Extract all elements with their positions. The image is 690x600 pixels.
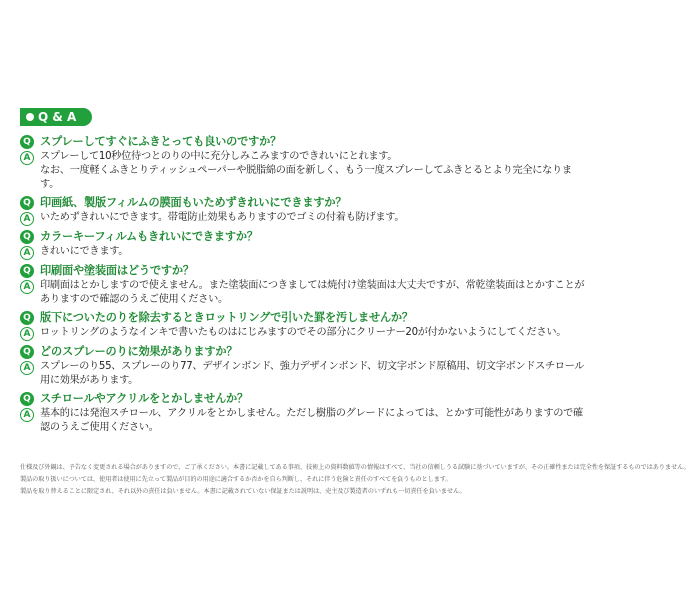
answer-text	[40, 407, 590, 435]
question-text: どのスプレーのりに効果がありますか？	[40, 345, 238, 358]
question-row	[20, 391, 590, 407]
answer-row	[20, 407, 590, 435]
answer-line: ロットリングのようなインキで書いたものはにじみますのでその部分にクリーナー20が付かないようにしてください。	[40, 327, 567, 338]
q-badge-icon: Q	[20, 196, 34, 210]
qa-item	[20, 263, 590, 307]
answer-line: スプレーのり55、スプレーのり77、デザインボンド、強力デザインボンド、切文字ボンド原稿用、切文字ボンドスチロール用に効果があります。	[40, 361, 585, 386]
answer-text	[40, 245, 128, 259]
a-badge-icon: A	[20, 408, 34, 422]
qa-item	[20, 391, 590, 435]
disclaimer-line: 製品を取り替えることに限定され、それ以外の責任は負いません。本書に記載されていない保証または説明は、売主及び製造者のいずれも一切責任を負いません。	[20, 488, 466, 495]
question-row	[20, 195, 590, 211]
question-row	[20, 310, 590, 326]
question-text: カラーキーフィルムもきれいにできますか？	[40, 230, 258, 243]
answer-row	[20, 150, 590, 192]
answer-row	[20, 360, 590, 388]
answer-line: 印刷面はとかしますので使えません。また塗装面につきましては焼付け塗装面は大丈夫ですが、常乾塗装面はとかすことがありますので確認のうえご使用ください。	[40, 280, 585, 305]
question-text: 版下についたのりを除去するときロットリングで引いた罫を汚しませんか？	[40, 311, 413, 324]
q-badge-icon: Q	[20, 311, 34, 325]
answer-line: きれいにできます。	[40, 246, 129, 257]
qa-item	[20, 229, 590, 260]
a-badge-icon: A	[20, 280, 34, 294]
a-badge-icon: A	[20, 361, 34, 375]
question-row	[20, 263, 590, 279]
question-text: スプレーしてすぐにふきとっても良いのですか？	[40, 135, 282, 148]
q-badge-icon: Q	[20, 392, 34, 406]
answer-text	[40, 279, 590, 307]
disclaimer-line: 製品の取り扱いについては、使用者は使用に先立って製品が目的の用途に適合するか否かを自ら判断し、それに伴う危険と責任のすべてを負うものとします。	[20, 476, 452, 483]
answer-text	[40, 211, 404, 225]
q-badge-icon: Q	[20, 135, 34, 149]
a-badge-icon: A	[20, 246, 34, 260]
bullet-dot-icon	[26, 113, 34, 121]
answer-line: なお、一度軽くふきとりティッシュペーパーや脱脂綿の面を新しく、もう一度スプレーしてふきとるとより完全になります。	[40, 165, 572, 190]
q-badge-icon: Q	[20, 345, 34, 359]
question-text: 印刷面や塗装面はどうですか？	[40, 264, 194, 277]
answer-line: いためずきれいにできます。帯電防止効果もありますのでゴミの付着も防げます。	[40, 212, 405, 223]
a-badge-icon: A	[20, 151, 34, 165]
a-badge-icon: A	[20, 212, 34, 226]
answer-text	[40, 360, 590, 388]
disclaimer-line: 仕様及び外観は、予告なく変更される場合がありますので、ご了承ください。本書に記載してある事項、技術上の資料数値等の情報はすべて、当社の信頼しうる試験に基づいていますが、その正確性または完全性を保証するものではありません。	[20, 464, 690, 471]
answer-row	[20, 211, 590, 226]
qa-item	[20, 195, 590, 226]
a-badge-icon: A	[20, 327, 34, 341]
answer-row	[20, 279, 590, 307]
answer-text	[40, 326, 566, 340]
answer-row	[20, 245, 590, 260]
answer-line: スプレーして10秒位待つとのりの中に充分しみこみますのできれいにとれます。	[40, 151, 398, 162]
question-row	[20, 134, 590, 150]
question-text: 印画紙、製版フィルムの膜面もいためずきれいにできますか？	[40, 196, 347, 209]
q-badge-icon: Q	[20, 230, 34, 244]
answer-line: 基本的には発泡スチロール、アクリルをとかしません。ただし樹脂のグレードによっては、とかす可能性がありますので確認のうえご使用ください。	[40, 408, 583, 433]
answer-text	[40, 150, 590, 192]
question-row	[20, 229, 590, 245]
question-text: スチロールやアクリルをとかしませんか？	[40, 392, 248, 405]
disclaimer-notes	[20, 462, 690, 498]
qa-section-title: Q & A	[38, 110, 77, 124]
answer-row	[20, 326, 590, 341]
question-row	[20, 344, 590, 360]
qa-item	[20, 310, 590, 341]
qa-item	[20, 344, 590, 388]
qa-section-header	[20, 108, 92, 126]
qa-item	[20, 134, 590, 192]
q-badge-icon: Q	[20, 264, 34, 278]
qa-list	[20, 134, 590, 438]
